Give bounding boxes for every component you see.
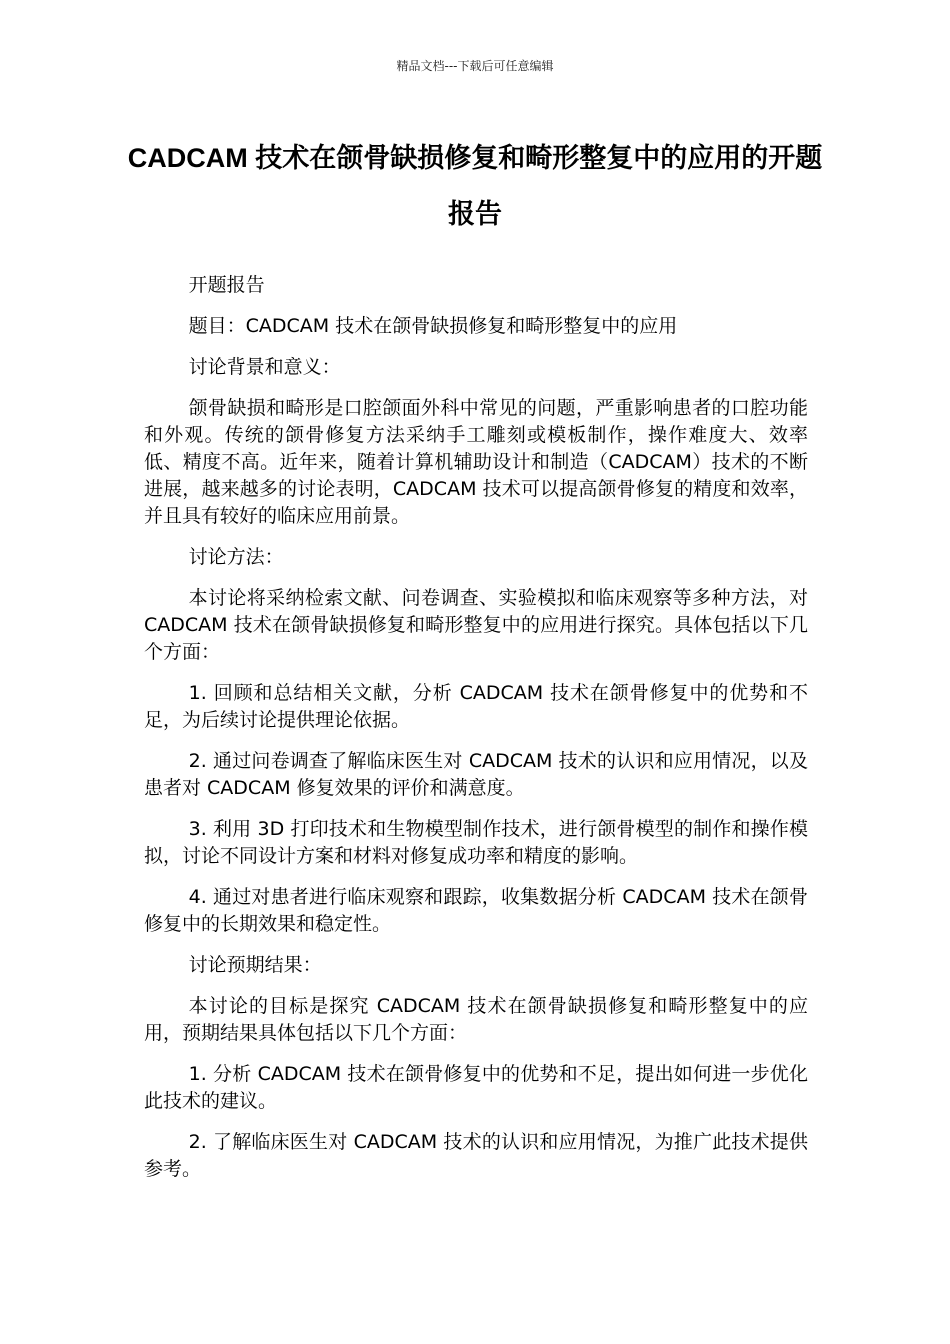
- list-item-result-1: 1. 分析 CADCAM 技术在颌骨修复中的优势和不足，提出如何进一步优化此技术的建议。: [144, 1063, 808, 1112]
- document-title: CADCAM 技术在颌骨缺损修复和畸形整复中的应用的开题报告: [127, 143, 823, 229]
- page-header: 精品文档---下载后可任意编辑: [396, 59, 554, 73]
- list-item-method-3: 3. 利用 3D 打印技术和生物模型制作技术，进行颌骨模型的制作和操作模拟，讨论不同设计方案和材料对修复成功率和精度的影响。: [144, 818, 808, 867]
- list-item-method-4: 4. 通过对患者进行临床观察和跟踪，收集数据分析 CADCAM 技术在颌骨修复中的长期效果和稳定性。: [144, 886, 808, 935]
- heading-background: 讨论背景和意义：: [188, 356, 341, 378]
- list-item-result-2: 2. 了解临床医生对 CADCAM 技术的认识和应用情况，为推广此技术提供参考。: [144, 1131, 808, 1180]
- paragraph-background: 颌骨缺损和畸形是口腔颌面外科中常见的问题，严重影响患者的口腔功能和外观。传统的颌骨修复方法采纳手工雕刻或模板制作，操作难度大、效率低、精度不高。近年来，随着计算机辅助设计和制造（CADCAM）技术的不断进展，越来越多的讨论表明，CADCAM 技术可以提高颌骨修复的精度和效率，并且具有较好的临床应用前景。: [144, 397, 808, 527]
- heading-methods: 讨论方法：: [188, 546, 284, 568]
- list-item-method-2: 2. 通过问卷调查了解临床医生对 CADCAM 技术的认识和应用情况，以及患者对 CADCAM 修复效果的评价和满意度。: [144, 750, 808, 799]
- paragraph-methods: 本讨论将采纳检索文献、问卷调查、实验模拟和临床观察等多种方法，对 CADCAM 技术在颌骨缺损修复和畸形整复中的应用进行探究。具体包括以下几个方面：: [144, 587, 808, 663]
- paragraph-topic: 题目：CADCAM 技术在颌骨缺损修复和畸形整复中的应用: [188, 315, 678, 337]
- document-body: [144, 272, 808, 1197]
- heading-expected-results: 讨论预期结果：: [188, 954, 322, 976]
- list-item-method-1: 1. 回顾和总结相关文献，分析 CADCAM 技术在颌骨修复中的优势和不足，为后续讨论提供理论依据。: [144, 682, 808, 731]
- paragraph-expected-results: 本讨论的目标是探究 CADCAM 技术在颌骨缺损修复和畸形整复中的应用，预期结果具体包括以下几个方面：: [144, 995, 808, 1044]
- paragraph-report-label: 开题报告: [188, 274, 265, 296]
